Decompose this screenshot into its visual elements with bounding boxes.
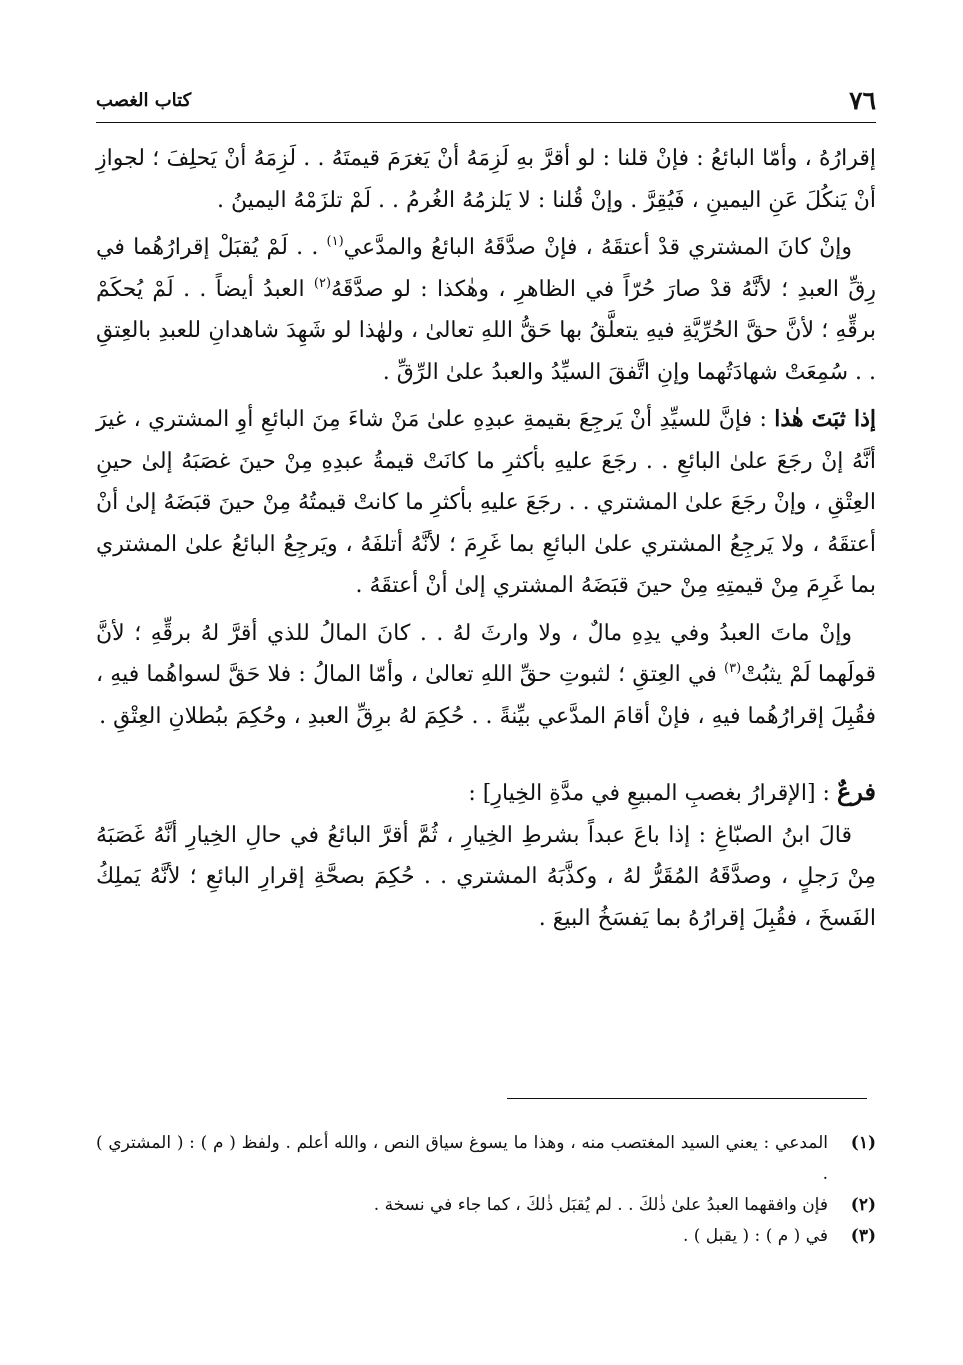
- footnote-ref-2[interactable]: (٢): [313, 275, 332, 291]
- running-title: كتاب الغصب: [96, 90, 192, 111]
- paragraph-2-text-b: . . لَمْ يُقبَلْ إقرارُهُما في رِقِّ العبدِ ؛ لأنَّهُ قدْ صارَ حُرّاً في الظاهرِ ، وهٰكذا : لو صدَّقَهُ: [96, 235, 876, 302]
- footnote-number: (٣): [850, 1226, 876, 1246]
- footnote-2: [96, 1190, 876, 1221]
- paragraph-2-text-c: العبدُ أيضاً . . لَمْ يُحكَمْ برقِّهِ ؛ لأنَّ حقَّ الحُرِّيَّةِ فيهِ يتعلَّقُ بها حَقُّ اللهِ تعالىٰ ، ولهٰذا لو شَهِدَ شاهدانِ للعبدِ بالعِتقِ . . سُمِعَتْ شهادَتُهما وإنِ اتَّفقَ السيِّدُ والعبدُ علىٰ الرِّقِّ .: [96, 276, 876, 385]
- paragraph-4: [96, 613, 876, 738]
- paragraph-4-text-b: في العِتقِ ؛ لثبوتِ حقِّ اللهِ تعالىٰ ، وأمّا المالُ : فلا حَقَّ لسواهُما فيهِ ، فقُبِلَ إقرارُهُما فيهِ ، فإنْ أقامَ المدَّعي بيِّنةً . . حُكِمَ لهُ برِقِّ العبدِ ، وحُكِمَ ببُطلانِ العِتْقِ .: [96, 662, 876, 729]
- paragraph-3: [96, 399, 876, 607]
- paragraph-2: [96, 227, 876, 393]
- paragraph-1: [96, 138, 876, 221]
- page-header: [96, 86, 876, 123]
- section-heading: [96, 771, 876, 815]
- footnote-3: [96, 1221, 876, 1252]
- footnotes: [96, 1128, 876, 1252]
- footnote-text: فإن وافقهما العبدُ علىٰ ذٰلكَ . . لم يُقبَل ذٰلكَ ، كما جاء في نسخة .: [373, 1195, 828, 1215]
- section-lead: فرعٌ: [836, 777, 876, 806]
- paragraph-2-text-a: وإنْ كانَ المشتري قدْ أعتقَهُ ، فإنْ صدَّقَهُ البائعُ والمدَّعي: [343, 235, 852, 260]
- paragraph-5-text: قالَ ابنُ الصبّاغِ : إذا باعَ عبداً بشرطِ الخِيارِ ، ثُمَّ أقرَّ البائعُ في حالِ الخِيارِ أنَّهُ غَصَبَهُ مِنْ رَجلٍ ، وصدَّقَهُ المُقَرُّ لهُ ، وكذَّبَهُ المشتري . . حُكِمَ بصحَّةِ إقرارِ البائعِ ؛ لأنَّهُ يَملِكُ الفَسخَ ، فقُبِلَ إقرارُهُ بما يَفسَخُ البيعَ .: [96, 822, 876, 931]
- footnote-1: [96, 1128, 876, 1190]
- footnote-ref-1[interactable]: (١): [326, 234, 344, 249]
- footnote-number: (٢): [850, 1195, 876, 1215]
- main-text: [96, 138, 876, 939]
- paragraph-1-text: إقرارُهُ ، وأمّا البائعُ : فإنْ قلنا : لو أقرَّ بهِ لَزِمَهُ أنْ يَغرَمَ قيمتَهُ . . لَزِمَهُ أنْ يَحلِفَ ؛ لجوازِ أنْ يَنكُلَ عَنِ اليمينِ ، فَيُقِرَّ . وإنْ قُلنا : لا يَلزمُهُ الغُرمُ . . لَمْ تلزَمْهُ اليمينُ .: [96, 146, 876, 213]
- footnote-number: (١): [850, 1133, 876, 1153]
- footnote-text: في ( م ) : ( يقبل ) .: [682, 1226, 828, 1246]
- paragraph-3-text: : فإنَّ للسيِّدِ أنْ يَرجِعَ بقيمةِ عبدِهِ علىٰ مَنْ شاءَ مِنَ البائعِ أوِ المشتري ، غيرَ أنَّهُ إنْ رجَعَ علىٰ البائعِ . . رجَعَ عليهِ بأكثرِ ما كانَتْ قيمةُ عبدِهِ مِنْ حينَ غصَبَهُ إلىٰ حينِ العِتْقِ ، وإنْ رجَعَ علىٰ المشتري . . رجَعَ عليهِ بأكثرِ ما كانتْ قيمتُهُ مِنْ حينَ قبَضَهُ إلىٰ أنْ أعتقَهُ ، ولا يَرجِعُ المشتري علىٰ البائعِ بما غَرِمَ ؛ لأنَّهُ أتلفَهُ ، ويَرجِعُ البائعُ علىٰ المشتري بما غَرِمَ مِنْ قيمتِهِ مِنْ حينَ قبَضَهُ المشتري إلىٰ أنْ أعتقَهُ .: [96, 407, 876, 598]
- section-title: : [الإقرارُ بغصبِ المبيعِ في مدَّةِ الخِيارِ] :: [468, 781, 837, 806]
- footnote-text: المدعي : يعني السيد المغتصب منه ، وهذا ما يسوغ سياق النص ، والله أعلم . ولفظ ( م ) : ( المشتري ) .: [96, 1133, 828, 1184]
- footnote-ref-3[interactable]: (٣): [724, 661, 742, 676]
- paragraph-4-text-a: وإنْ ماتَ العبدُ وفي يدِهِ مالٌ ، ولا وارثَ لهُ . . كانَ المالُ للذي أقرَّ لهُ برقِّهِ ؛ لأنَّ قولَهما لَمْ يثبُتْ: [96, 620, 877, 687]
- footnote-divider: [507, 1098, 867, 1099]
- paragraph-5: [96, 815, 876, 940]
- paragraph-3-lead: إذا ثبَتَ هٰذا: [774, 406, 876, 432]
- page-number: ٧٦: [849, 86, 876, 115]
